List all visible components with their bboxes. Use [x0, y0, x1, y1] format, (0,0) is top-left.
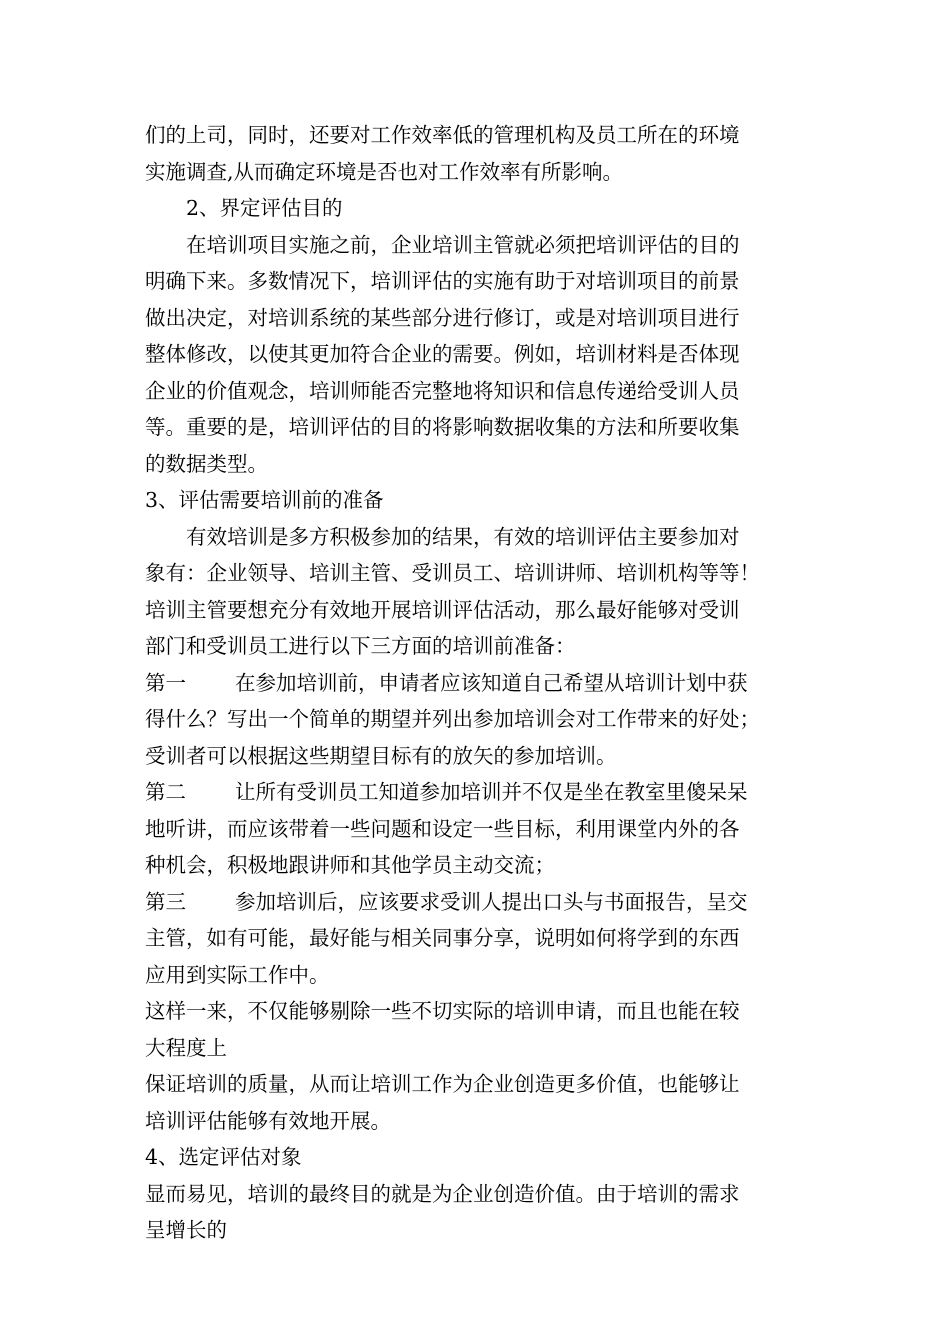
text-line: 地听讲，而应该带着一些问题和设定一些目标，利用课堂内外的各 [145, 816, 740, 841]
text-line: 得什么？写出一个简单的期望并列出参加培训会对工作带来的好处； [145, 707, 760, 731]
text-line: 明确下来。多数情况下，培训评估的实施有助于对培训项目的前景 [145, 269, 740, 293]
text-line: 实施调查,从而确定环境是否也对工作效率有所影响。 [145, 159, 624, 184]
list-item [145, 884, 810, 921]
text-line: 部门和受训员工进行以下三方面的培训前准备： [145, 634, 576, 658]
text-line: 受训者可以根据这些期望目标有的放矢的参加培训。 [145, 743, 617, 768]
list-item-text: 参加培训后，应该要求受训人提出口头与书面报告，呈交 [235, 889, 748, 914]
text-line: 们的上司，同时，还要对工作效率低的管理机构及员工所在的环境 [145, 123, 740, 147]
list-item-label: 第三 [145, 889, 186, 914]
text-line: 等。重要的是，培训评估的目的将影响数据收集的方法和所要收集 [145, 415, 740, 439]
text-line: 种机会，积极地跟讲师和其他学员主动交流； [145, 853, 555, 877]
text-line: 应用到实际工作中。 [145, 962, 330, 987]
section-heading: 2、界定评估目的 [186, 196, 343, 220]
text-line: 象有：企业领导、培训主管、受训员工、培训讲师、培训机构等等！ [145, 561, 760, 585]
text-line: 培训主管要想充分有效地开展培训评估活动，那么最好能够对受训 [145, 597, 740, 622]
list-item [145, 665, 810, 702]
text-line: 大程度上 [145, 1035, 227, 1060]
list-item-text: 在参加培训前，申请者应该知道自己希望从培训计划中获 [235, 670, 748, 695]
section-heading: 3、评估需要培训前的准备 [145, 488, 384, 512]
text-line: 主管，如有可能，最好能与相关同事分享，说明如何将学到的东西 [145, 926, 740, 950]
text-line: 显而易见，培训的最终目的就是为企业创造价值。由于培训的需求 [145, 1181, 740, 1206]
text-line: 做出决定，对培训系统的某些部分进行修订，或是对培训项目进行 [145, 305, 740, 330]
list-item-text: 让所有受训员工知道参加培训并不仅是坐在教室里傻呆呆 [235, 780, 748, 804]
text-line: 企业的价值观念，培训师能否完整地将知识和信息传递给受训人员 [145, 378, 740, 403]
text-line: 保证培训的质量，从而让培训工作为企业创造更多价值，也能够让 [145, 1072, 740, 1096]
list-item-label: 第一 [145, 670, 186, 695]
text-line: 呈增长的 [145, 1218, 227, 1242]
text-line: 的数据类型。 [145, 451, 268, 476]
text-line: 整体修改，以使其更加符合企业的需要。例如，培训材料是否体现 [145, 342, 740, 366]
text-line: 有效培训是多方积极参加的结果，有效的培训评估主要参加对 [186, 524, 740, 549]
list-item-label: 第二 [145, 780, 186, 804]
document-body [145, 117, 810, 1249]
list-item [145, 774, 810, 811]
section-heading: 4、选定评估对象 [145, 1145, 302, 1169]
text-line: 培训评估能够有效地开展。 [145, 1108, 391, 1133]
text-line: 这样一来，不仅能够剔除一些不切实际的培训申请，而且也能在较 [145, 999, 740, 1023]
text-line: 在培训项目实施之前，企业培训主管就必须把培训评估的目的 [186, 232, 740, 257]
